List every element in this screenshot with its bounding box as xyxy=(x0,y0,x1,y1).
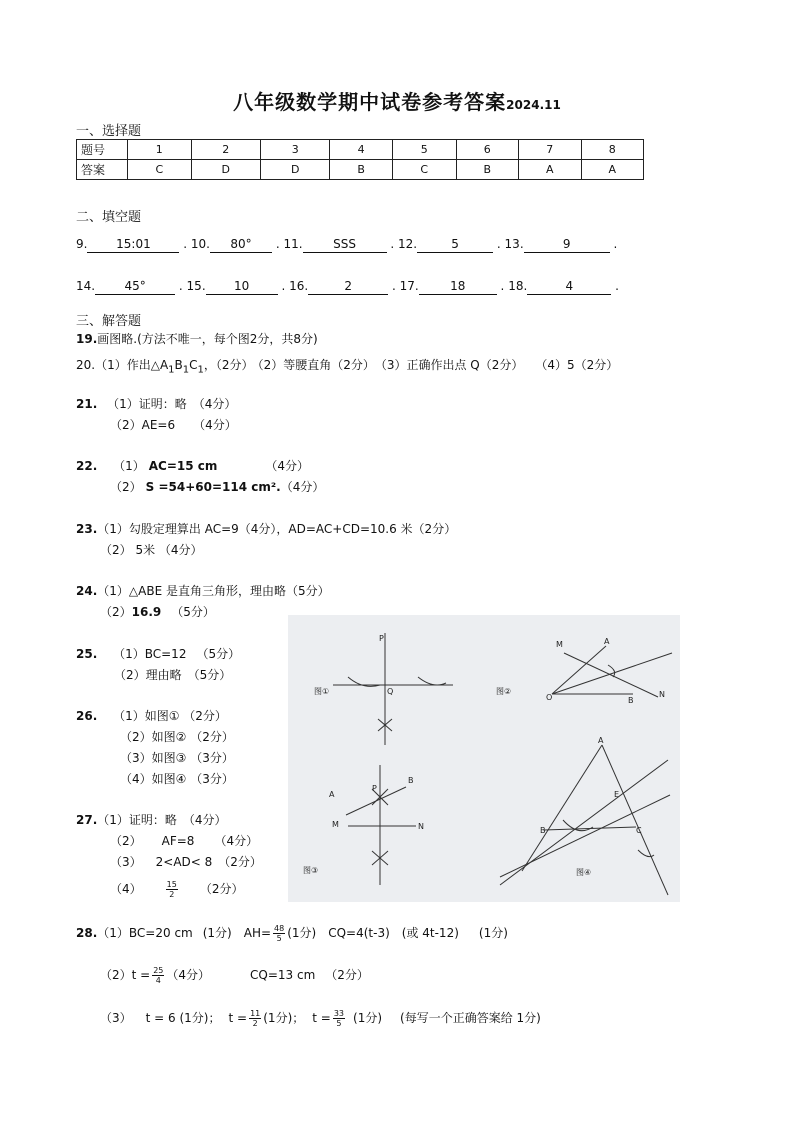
answer-text: （2分） xyxy=(218,855,262,869)
fraction-denominator: 2 xyxy=(252,1019,258,1028)
label-b-4: B xyxy=(540,826,546,835)
q20 xyxy=(76,356,618,375)
fraction-numerator: 15 xyxy=(166,880,177,889)
q25 xyxy=(76,645,240,662)
answer-text: （2）等腰直角（2分） xyxy=(257,358,375,372)
fill-answer: 9 xyxy=(524,237,610,253)
table-row xyxy=(77,140,644,160)
fraction-denominator: 2 xyxy=(169,890,175,899)
answer-text: （1）BC=20 cm xyxy=(97,926,193,940)
table-cell: B xyxy=(330,160,393,180)
answer-text: （1）△ABE 是直角三角形，理由略（5分） xyxy=(97,584,330,598)
answer-text: t = xyxy=(228,1011,248,1025)
answer-text: （4分） xyxy=(214,834,259,848)
fill-answer: 2 xyxy=(308,279,388,295)
fill-answer: 10 xyxy=(206,279,278,295)
fill-number: 9. xyxy=(76,237,88,251)
answer-text: (1分) xyxy=(353,1011,383,1025)
table-cell: A xyxy=(519,160,581,180)
answer-text: （3） xyxy=(110,855,142,869)
answer-text: （1）作出△A xyxy=(95,358,169,372)
table-cell: C xyxy=(128,160,192,180)
fill-number: 14. xyxy=(76,279,96,293)
label-a-3: A xyxy=(329,790,335,799)
table-cell: 5 xyxy=(392,140,456,160)
question-number: 19. xyxy=(76,332,98,346)
answer-text: （1）证明：略 （4分） xyxy=(97,813,227,827)
answer-text: （2） xyxy=(110,480,142,494)
answer-text: （4）5（2分） xyxy=(541,358,619,372)
answer-text: t = xyxy=(312,1011,331,1025)
table-cell: 3 xyxy=(260,140,329,160)
figure-2-label: 图② xyxy=(496,687,512,696)
answer-text: AC=15 cm xyxy=(148,459,218,473)
section-solve: 三、解答题 xyxy=(76,314,142,329)
label-e: E xyxy=(614,790,620,799)
answer-text: C xyxy=(189,358,198,372)
label-c: C xyxy=(636,826,642,835)
answer-text: （2） xyxy=(110,834,142,848)
row-label: 答案 xyxy=(77,160,128,180)
answer-text: （1）勾股定理算出 AC=9（4分），AD=AC+CD=10.6 米（2分） xyxy=(97,522,457,536)
q22-part2 xyxy=(110,478,324,495)
answer-text: t = 6 (1分)； xyxy=(145,1011,221,1025)
fill-number: 11. xyxy=(283,237,303,251)
construction-drawing xyxy=(288,615,680,902)
answer-text: （4分） xyxy=(166,968,211,982)
fraction xyxy=(273,924,285,943)
fraction-denominator: 5 xyxy=(336,1019,342,1028)
label-b: B xyxy=(628,696,634,705)
answer-text: (或 4t-12) xyxy=(401,926,459,940)
fraction xyxy=(249,1009,261,1028)
fill-answer: 15:01 xyxy=(87,237,179,253)
question-number: 26. xyxy=(76,709,98,723)
question-number: 28. xyxy=(76,926,98,940)
answer-text: （1）如图① （2分） xyxy=(113,709,227,723)
fill-number: 12. xyxy=(398,237,418,251)
table-cell: 6 xyxy=(456,140,519,160)
q24-part2 xyxy=(100,603,215,620)
fill-answer: 18 xyxy=(419,279,497,295)
answer-text: (每写一个正确答案给 1分) xyxy=(400,1011,541,1025)
table-row xyxy=(77,160,644,180)
answer-text: （5分） xyxy=(196,647,241,661)
question-number: 24. xyxy=(76,584,98,598)
title-date: 2024.11 xyxy=(506,98,561,112)
answer-text: （1）BC=12 xyxy=(113,647,187,661)
q28-part3 xyxy=(100,1009,541,1028)
fraction-denominator: 4 xyxy=(155,976,161,985)
figure-3-label: 图③ xyxy=(303,866,319,875)
label-b-3: B xyxy=(408,776,414,785)
answer-text: （4）如图④ （3分） xyxy=(120,772,234,786)
answer-text: （4分） xyxy=(265,459,310,473)
subscript: 1 xyxy=(168,364,175,376)
q24 xyxy=(76,582,330,599)
question-number: 25. xyxy=(76,647,98,661)
fill-number: 17. xyxy=(399,279,419,293)
label-m: M xyxy=(556,640,563,649)
q28 xyxy=(76,924,508,943)
title-main: 八年级数学期中试卷参考答案 xyxy=(233,90,507,114)
q19 xyxy=(76,330,318,347)
answer-text: （2）t = xyxy=(100,968,151,982)
question-number: 27. xyxy=(76,813,98,827)
q22 xyxy=(76,457,309,474)
answer-text: 画图略.(方法不唯一，每个图2分，共8分) xyxy=(97,332,318,346)
answer-text: (1分) xyxy=(478,926,508,940)
table-cell: D xyxy=(191,160,260,180)
fill-answer: 80° xyxy=(210,237,272,253)
answer-text: （2） 5米 （4分） xyxy=(100,543,203,557)
fraction xyxy=(166,880,178,899)
label-m-3: M xyxy=(332,820,339,829)
fraction-numerator: 33 xyxy=(333,1009,345,1018)
label-n-3: N xyxy=(418,822,424,831)
fill-answer: 45° xyxy=(95,279,175,295)
q26 xyxy=(76,707,227,724)
fill-row-2: 14. 45° . 15. 10 . 16. 2 . 17. 18 . 18. 4 . xyxy=(76,279,619,293)
answer-text: CQ=4(t-3) xyxy=(328,926,390,940)
answer-text: （3）正确作出点 Q（2分） xyxy=(380,358,524,372)
table-cell: A xyxy=(581,160,644,180)
answer-text: AH= xyxy=(243,926,272,940)
q21 xyxy=(76,395,236,412)
answer-text: ，（2分） xyxy=(203,358,254,372)
answer-text: （2） xyxy=(100,605,132,619)
fraction xyxy=(152,966,164,985)
answer-text: （1） xyxy=(113,459,145,473)
answer-text: 2<AD< 8 xyxy=(155,855,213,869)
table-cell: 1 xyxy=(128,140,192,160)
page-title xyxy=(0,86,794,115)
answer-text: （3）如图③ （3分） xyxy=(120,751,234,765)
answer-text: (1分) xyxy=(287,926,317,940)
answer-text: （4） xyxy=(110,882,142,896)
question-number: 21. xyxy=(76,397,98,411)
section-choice: 一、选择题 xyxy=(76,124,142,139)
label-a: A xyxy=(604,637,610,646)
answer-text: CQ=13 cm xyxy=(250,968,316,982)
table-cell: 7 xyxy=(519,140,581,160)
question-number: 23. xyxy=(76,522,98,536)
question-number: 20. xyxy=(76,358,96,372)
figure-4-label: 图④ xyxy=(576,868,592,877)
table-cell: C xyxy=(392,160,456,180)
label-p-3: P xyxy=(372,784,377,793)
answer-text: (1分)； xyxy=(263,1011,305,1025)
section-fill: 二、填空题 xyxy=(76,210,142,225)
answer-text: (1分) xyxy=(202,926,232,940)
fill-number: 10. xyxy=(190,237,210,251)
fraction xyxy=(333,1009,345,1028)
table-cell: 8 xyxy=(581,140,644,160)
choice-table xyxy=(76,139,644,180)
answer-text: （4分） xyxy=(280,480,325,494)
construction-photo xyxy=(288,615,680,902)
subscript: 1 xyxy=(197,364,204,376)
answer-text: AF=8 xyxy=(161,834,195,848)
answer-text: （2）如图② （2分） xyxy=(120,730,234,744)
answer-text: 16.9 xyxy=(131,605,162,619)
answer-text: （2）AE=6 （4分） xyxy=(110,418,237,432)
q23 xyxy=(76,520,456,537)
q27-part2 xyxy=(110,832,258,849)
table-cell: B xyxy=(456,160,519,180)
label-a-4: A xyxy=(598,736,604,745)
subscript: 1 xyxy=(182,364,190,376)
label-q: Q xyxy=(387,687,394,696)
fill-number: 13. xyxy=(504,237,524,251)
label-n: N xyxy=(659,690,665,699)
figure-1-label: 图① xyxy=(314,687,330,696)
answer-text: B xyxy=(174,358,183,372)
fill-number: 15. xyxy=(186,279,206,293)
label-p: P xyxy=(379,634,384,643)
table-cell: D xyxy=(260,160,329,180)
fill-answer: 5 xyxy=(417,237,493,253)
question-number: 22. xyxy=(76,459,98,473)
q27 xyxy=(76,811,227,828)
answer-text: （3） xyxy=(100,1011,132,1025)
answer-text: （1）证明：略 （4分） xyxy=(107,397,237,411)
answer-text: （2分） xyxy=(325,968,369,982)
fraction-numerator: 25 xyxy=(153,966,164,975)
q28-part2 xyxy=(100,966,369,985)
answer-text: （2）理由略 （5分） xyxy=(114,668,232,682)
fill-number: 18. xyxy=(508,279,528,293)
fill-row-1: 9. 15:01 . 10. 80° . 11. SSS . 12. 5 . 13. 9 . xyxy=(76,237,618,251)
fraction-denominator: 5 xyxy=(276,934,282,943)
row-label: 题号 xyxy=(77,140,128,160)
fill-number: 16. xyxy=(289,279,309,293)
fill-answer: SSS xyxy=(303,237,387,253)
table-cell: 4 xyxy=(330,140,393,160)
table-cell: 2 xyxy=(191,140,260,160)
answer-text: S =54+60=114 cm². xyxy=(145,480,281,494)
q27-part3 xyxy=(110,853,262,870)
fill-answer: 4 xyxy=(527,279,611,295)
fraction-numerator: 11 xyxy=(250,1009,261,1018)
fraction-numerator: 48 xyxy=(274,924,285,933)
label-o: O xyxy=(546,693,553,702)
answer-text: （2分） xyxy=(199,882,244,896)
answer-text: （5分） xyxy=(171,605,215,619)
q27-part4 xyxy=(110,880,243,899)
